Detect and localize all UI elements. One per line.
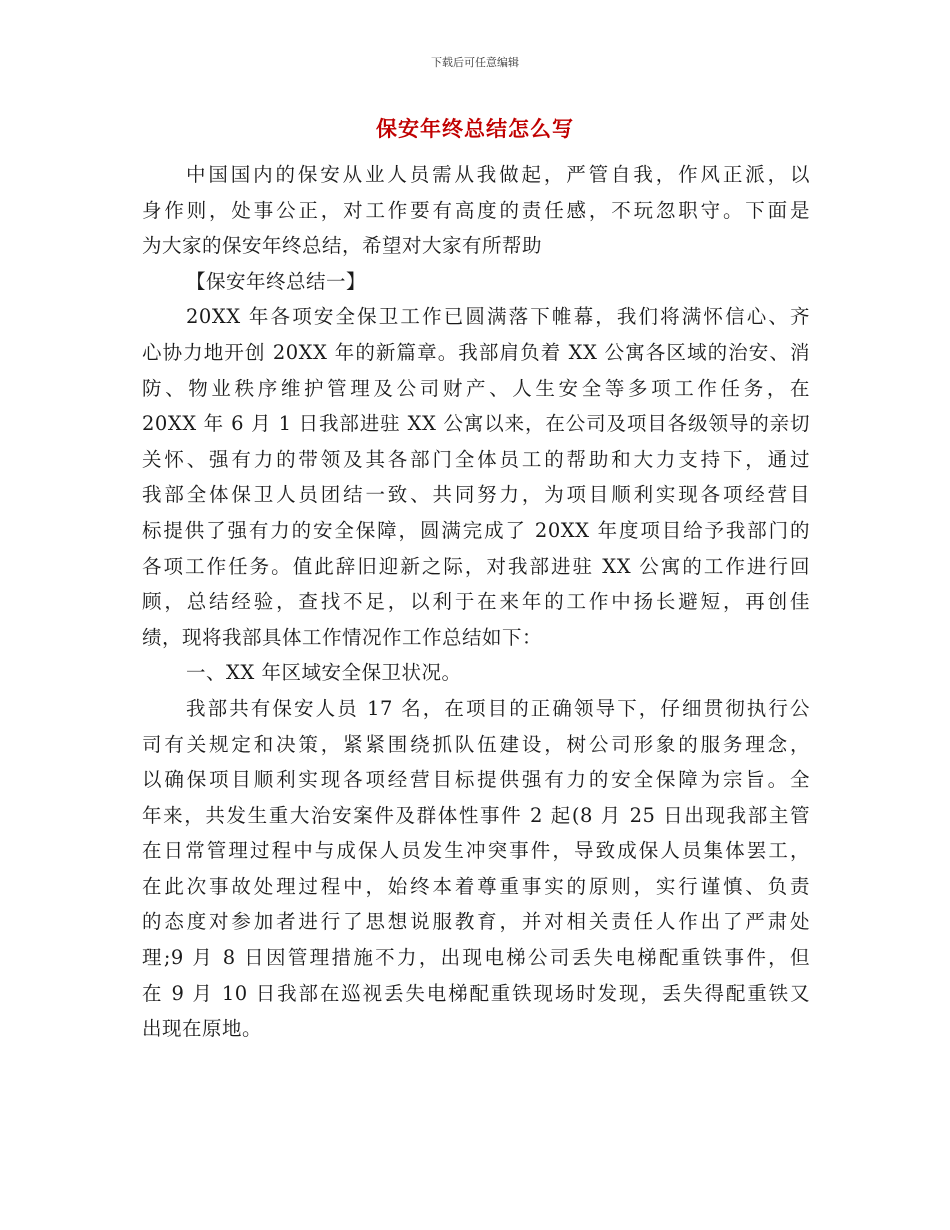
body-line: 司有关规定和决策，紧紧围绕抓队伍建设，树公司形象的服务理念，	[142, 732, 810, 756]
body-line: 为大家的保安年终总结，希望对大家有所帮助	[142, 234, 543, 258]
body-line: 我部共有保安人员 17 名，在项目的正确领导下，仔细贯彻执行公	[186, 696, 810, 720]
body-line: 关怀、强有力的带领及其各部门全体员工的帮助和大力支持下，通过	[142, 447, 810, 471]
body-line: 出现在原地。	[142, 1017, 263, 1041]
body-line: 在此次事故处理过程中，始终本着尊重事实的原则，实行谨慎、负责	[142, 874, 810, 898]
document-title: 保安年终总结怎么写	[376, 116, 574, 141]
body-line: 心协力地开创 20XX 年的新篇章。我部肩负着 XX 公寓各区域的治安、消	[142, 340, 810, 364]
header-note: 下载后可任意编辑	[431, 56, 519, 69]
body-line: 顾，总结经验，查找不足，以利于在来年的工作中扬长避短，再创佳	[142, 590, 810, 614]
body-line: 【保安年终总结一】	[186, 269, 367, 293]
body-line: 理;9 月 8 日因管理措施不力，出现电梯公司丢失电梯配重铁事件，但	[142, 946, 810, 970]
body-line: 各项工作任务。值此辞旧迎新之际，对我部进驻 XX 公寓的工作进行回	[142, 554, 810, 578]
body-line: 的态度对参加者进行了思想说服教育，并对相关责任人作出了严肃处	[142, 910, 810, 934]
body-line: 身作则，处事公正，对工作要有高度的责任感，不玩忽职守。下面是	[142, 198, 810, 222]
body-line: 20XX 年 6 月 1 日我部进驻 XX 公寓以来，在公司及项目各级领导的亲切	[142, 412, 810, 436]
body-line: 年来，共发生重大治安案件及群体性事件 2 起(8 月 25 日出现我部主管	[142, 803, 810, 827]
body-line: 在日常管理过程中与成保人员发生冲突事件，导致成保人员集体罢工，	[142, 839, 810, 863]
body-line: 一、XX 年区域安全保卫状况。	[186, 661, 462, 685]
body-line: 绩，现将我部具体工作情况作工作总结如下：	[142, 625, 543, 649]
body-line: 标提供了强有力的安全保障，圆满完成了 20XX 年度项目给予我部门的	[142, 518, 810, 542]
body-line: 我部全体保卫人员团结一致、共同努力，为项目顺利实现各项经营目	[142, 483, 810, 507]
body-line: 在 9 月 10 日我部在巡视丢失电梯配重铁现场时发现，丢失得配重铁又	[142, 981, 810, 1005]
body-line: 防、物业秩序维护管理及公司财产、人生安全等多项工作任务，在	[142, 376, 810, 400]
body-line: 20XX 年各项安全保卫工作已圆满落下帷幕，我们将满怀信心、齐	[186, 305, 810, 329]
document-body	[142, 157, 810, 1047]
body-line: 以确保项目顺利实现各项经营目标提供强有力的安全保障为宗旨。全	[142, 768, 810, 792]
body-line: 中国国内的保安从业人员需从我做起，严管自我，作风正派，以	[186, 163, 810, 186]
